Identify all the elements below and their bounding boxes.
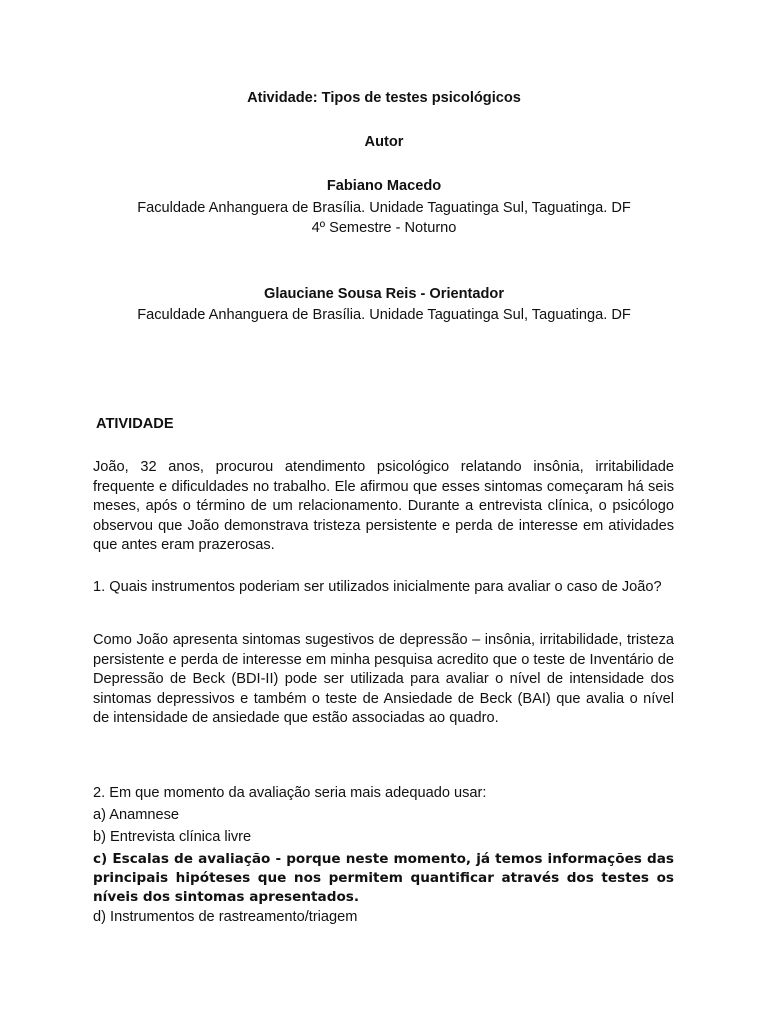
author-name: Fabiano Macedo: [326, 178, 442, 194]
section-heading: ATIVIDADE: [96, 416, 174, 432]
option-a: a) Anamnese: [93, 807, 179, 823]
author-heading: Autor: [364, 134, 404, 150]
question-1: 1. Quais instrumentos poderiam ser utilizados inicialmente para avaliar o caso de João?: [93, 579, 662, 595]
advisor-institution: Faculdade Anhanguera de Brasília. Unidade Taguatinga Sul, Taguatinga. DF: [137, 307, 631, 323]
answer-1: Como João apresenta sintomas sugestivos de depressão – insônia, irritabilidade, tristeza persistente e perda de interesse em minha pesquisa acredito que o teste de Inventário de Depressão de Beck (BDI-II) pode ser utilizada para avaliar o nível de intensidade dos sintomas depressivos e também o teste de Ansiedade de Beck (BAI) que avalia o nível de intensidade de ansiedade que estão associadas ao quadro.: [93, 632, 674, 726]
question-2: 2. Em que momento da avaliação seria mais adequado usar:: [93, 785, 487, 801]
option-c-selected-answer: c) Escalas de avaliação - porque neste momento, já temos informações das principais hipóteses que nos permitem quantificar através dos testes os níveis dos sintomas apresentados.: [93, 851, 674, 905]
option-d: d) Instrumentos de rastreamento/triagem: [93, 909, 358, 925]
author-semester: 4º Semestre - Noturno: [311, 220, 457, 236]
case-paragraph: João, 32 anos, procurou atendimento psicológico relatando insônia, irritabilidade frequente e dificuldades no trabalho. Ele afirmou que esses sintomas começaram há seis meses, após o término de um relacionamento. Durante a entrevista clínica, o psicólogo observou que João demonstrava tristeza persistente e perda de interesse em atividades que antes eram prazerosas.: [93, 459, 674, 553]
advisor-name: Glauciane Sousa Reis - Orientador: [263, 286, 505, 302]
option-b: b) Entrevista clínica livre: [93, 829, 252, 845]
author-institution: Faculdade Anhanguera de Brasília. Unidade Taguatinga Sul, Taguatinga. DF: [137, 200, 631, 216]
document-title: Atividade: Tipos de testes psicológicos: [247, 90, 521, 106]
